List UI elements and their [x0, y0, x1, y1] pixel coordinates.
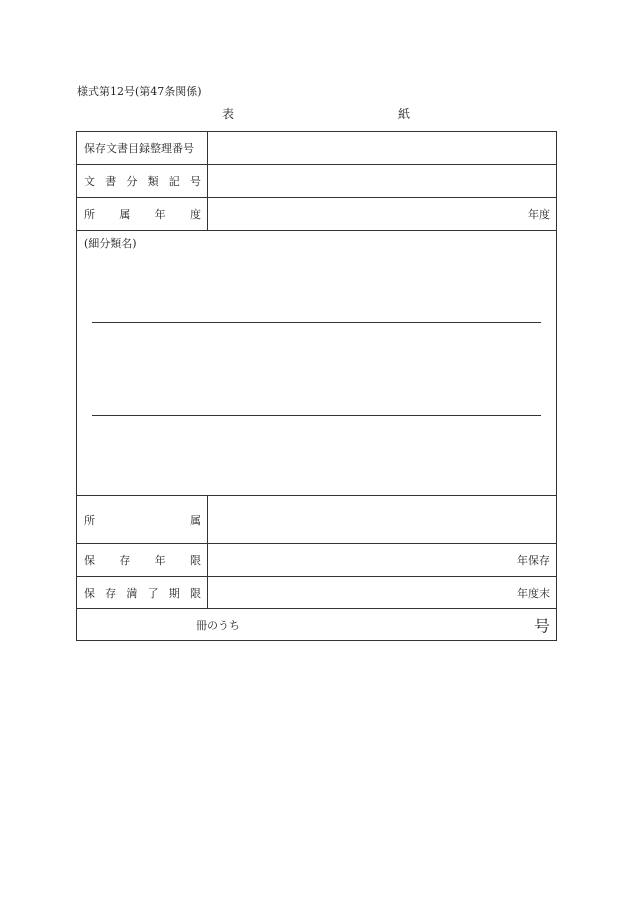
- retention-expiry-suffix: 年度末: [517, 586, 550, 600]
- label-char: 書: [105, 175, 117, 188]
- subcategory-write-line-1[interactable]: [92, 322, 541, 323]
- label-char: 分: [126, 175, 138, 188]
- fiscal-year-field[interactable]: [208, 198, 556, 230]
- label-char: 限: [189, 586, 201, 600]
- label-char: 号: [189, 175, 201, 188]
- retention-period-field[interactable]: [208, 544, 556, 576]
- label-char: 限: [189, 554, 201, 567]
- label-char: 所: [84, 208, 95, 221]
- department-label: [84, 512, 201, 528]
- volume-text: 冊のうち: [196, 618, 240, 632]
- cover-form-table: [76, 131, 557, 641]
- subcategory-label: (細分類名): [84, 237, 137, 250]
- classification-symbol-label: [84, 173, 201, 189]
- fiscal-year-suffix: 年度: [528, 208, 550, 221]
- label-char: 存: [119, 554, 131, 567]
- retention-expiry-label: [84, 585, 201, 601]
- volume-suffix: 号: [533, 616, 550, 635]
- catalog-number-label: 保存文書目録整理番号: [84, 142, 194, 155]
- label-char: 属: [190, 513, 201, 527]
- label-char: 年: [154, 208, 166, 221]
- label-char: 期: [168, 586, 180, 600]
- label-cell: [77, 496, 208, 543]
- label-char: 存: [105, 586, 117, 600]
- row-classification-symbol: [77, 165, 556, 198]
- row-department: [77, 496, 556, 544]
- row-retention-period: [77, 544, 556, 577]
- department-field[interactable]: [208, 496, 556, 543]
- title-char-cover-2: 紙: [398, 107, 411, 121]
- form-number-label: 様式第12号(第47条関係): [77, 85, 202, 98]
- label-char: 了: [147, 586, 159, 600]
- label-char: 満: [126, 586, 138, 600]
- label-char: 記: [168, 175, 180, 188]
- label-cell: [77, 544, 208, 576]
- retention-period-label: [84, 552, 201, 568]
- label-char: 保: [84, 554, 95, 567]
- fiscal-year-label: [84, 206, 201, 222]
- label-cell: [77, 132, 208, 164]
- label-char: 属: [119, 208, 131, 221]
- title-char-cover-1: 表: [222, 107, 235, 121]
- label-cell: [77, 198, 208, 230]
- row-fiscal-year: [77, 198, 556, 231]
- label-char: 度: [189, 208, 201, 221]
- retention-expiry-field[interactable]: [208, 577, 556, 608]
- label-cell: [77, 165, 208, 197]
- label-char: 保: [84, 586, 95, 600]
- row-retention-expiry: [77, 577, 556, 609]
- classification-symbol-field[interactable]: [208, 165, 556, 197]
- catalog-number-field[interactable]: [208, 132, 556, 164]
- subcategory-write-line-2[interactable]: [92, 415, 541, 416]
- row-volume[interactable]: [77, 609, 556, 640]
- label-char: 所: [84, 513, 95, 527]
- label-char: 文: [84, 175, 95, 188]
- label-char: 類: [147, 175, 159, 188]
- row-catalog-number: [77, 132, 556, 165]
- row-subcategory: [77, 231, 556, 496]
- label-cell: [77, 577, 208, 608]
- retention-period-suffix: 年保存: [517, 554, 550, 567]
- label-char: 年: [154, 554, 166, 567]
